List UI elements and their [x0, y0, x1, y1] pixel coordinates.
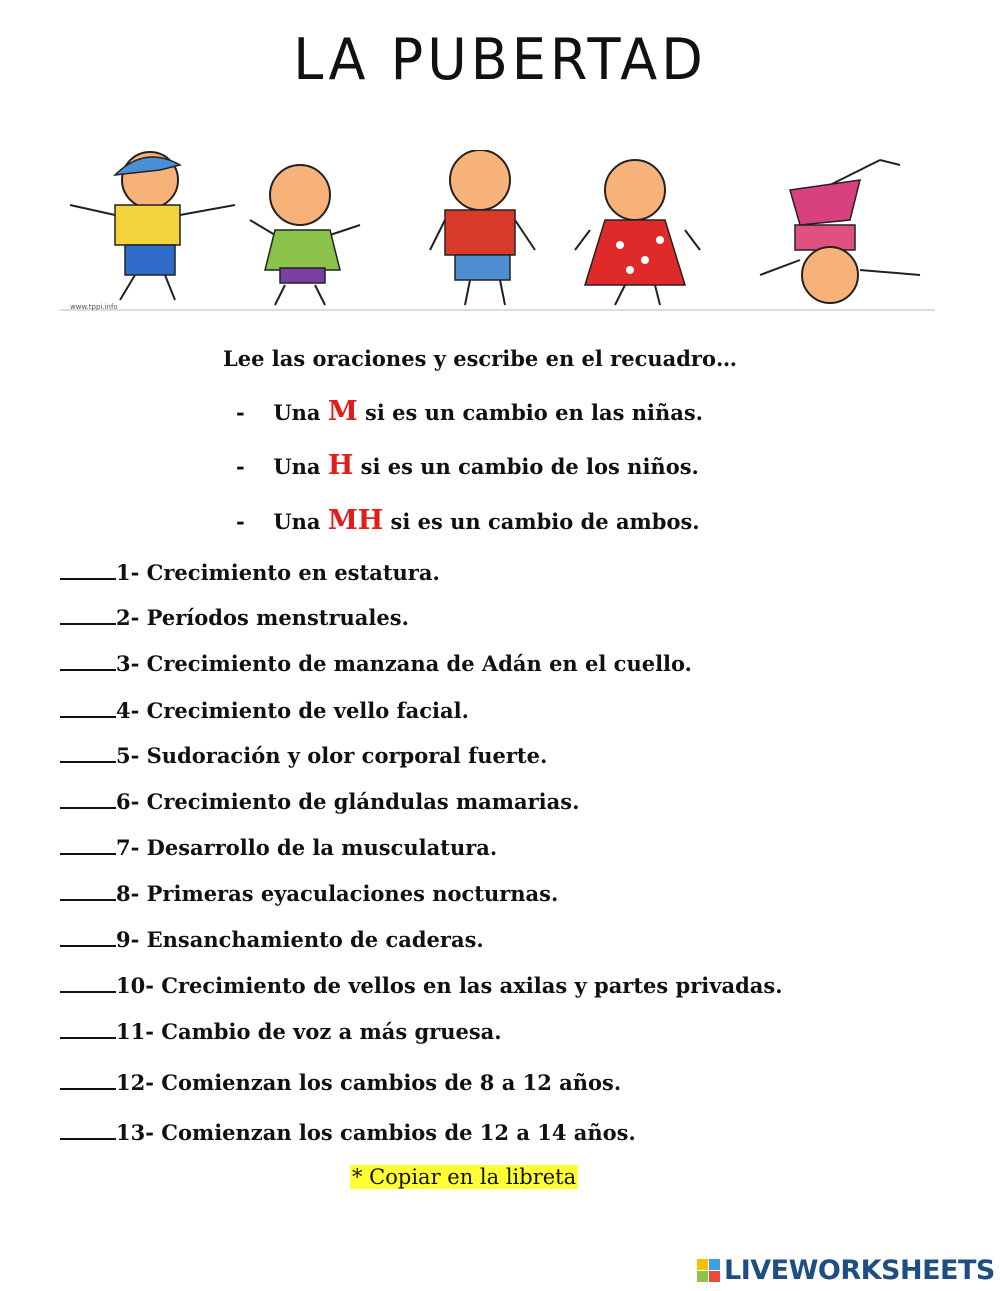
brand-footer[interactable] — [697, 1255, 995, 1286]
legend-prefix: Una — [273, 400, 321, 425]
answer-blank[interactable] — [60, 881, 116, 901]
question-item — [60, 605, 409, 630]
question-text: 2- Períodos menstruales. — [116, 605, 409, 630]
question-text: 13- Comienzan los cambios de 12 a 14 años. — [116, 1120, 636, 1145]
legend-prefix: Una — [273, 454, 321, 479]
question-item — [60, 835, 497, 860]
question-text: 9- Ensanchamiento de caderas. — [116, 927, 484, 952]
question-item — [60, 743, 547, 768]
answer-blank[interactable] — [60, 789, 116, 809]
image-credit: www.tppi.info — [70, 303, 118, 311]
liveworksheets-logo-icon — [697, 1259, 720, 1282]
question-item — [60, 1120, 636, 1145]
answer-blank[interactable] — [60, 698, 116, 718]
legend-text: si es un cambio de ambos. — [390, 509, 700, 534]
legend-prefix: Una — [273, 509, 321, 534]
instruction-text: Lee las oraciones y escribe en el recuadro… — [222, 346, 738, 371]
legend-code-h: H — [327, 450, 354, 481]
question-text: 1- Crecimiento en estatura. — [116, 560, 440, 585]
legend-dash: - — [236, 509, 245, 534]
answer-blank[interactable] — [60, 605, 116, 625]
question-item — [60, 560, 440, 585]
legend-text: si es un cambio en las niñas. — [365, 400, 703, 425]
answer-blank[interactable] — [60, 927, 116, 947]
question-text: 11- Cambio de voz a más gruesa. — [116, 1019, 502, 1044]
legend-line-m — [236, 396, 703, 427]
legend-line-mh — [236, 505, 700, 536]
answer-blank[interactable] — [60, 835, 116, 855]
legend-dash: - — [236, 454, 245, 479]
question-item — [60, 881, 558, 906]
question-item — [60, 1019, 502, 1044]
answer-blank[interactable] — [60, 1070, 116, 1090]
copy-note: * Copiar en la libreta — [352, 1165, 577, 1189]
answer-blank[interactable] — [60, 973, 116, 993]
question-text: 8- Primeras eyaculaciones nocturnas. — [116, 881, 559, 906]
question-item — [60, 789, 579, 814]
question-item — [60, 698, 469, 723]
question-item — [60, 1070, 621, 1095]
question-text: 4- Crecimiento de vello facial. — [116, 698, 469, 723]
page-title: LA PUBERTAD — [293, 26, 707, 93]
question-item — [60, 927, 484, 952]
brand-name: LIVEWORKSHEETS — [724, 1255, 995, 1286]
children-illustration — [60, 150, 935, 315]
legend-dash: - — [236, 400, 245, 425]
legend-line-h — [236, 450, 699, 481]
legend-text: si es un cambio de los niños. — [360, 454, 699, 479]
question-text: 6- Crecimiento de glándulas mamarias. — [116, 789, 580, 814]
answer-blank[interactable] — [60, 743, 116, 763]
legend-code-m: M — [327, 396, 358, 427]
answer-blank[interactable] — [60, 1120, 116, 1140]
answer-blank[interactable] — [60, 560, 116, 580]
answer-blank[interactable] — [60, 1019, 116, 1039]
question-text: 10- Crecimiento de vellos en las axilas y partes privadas. — [116, 973, 783, 998]
legend-code-mh: MH — [327, 505, 384, 536]
question-item — [60, 973, 783, 998]
answer-blank[interactable] — [60, 651, 116, 671]
question-text: 7- Desarrollo de la musculatura. — [116, 835, 498, 860]
question-text: 12- Comienzan los cambios de 8 a 12 años. — [116, 1070, 622, 1095]
question-text: 5- Sudoración y olor corporal fuerte. — [116, 743, 548, 768]
question-text: 3- Crecimiento de manzana de Adán en el cuello. — [116, 651, 692, 676]
question-item — [60, 651, 692, 676]
